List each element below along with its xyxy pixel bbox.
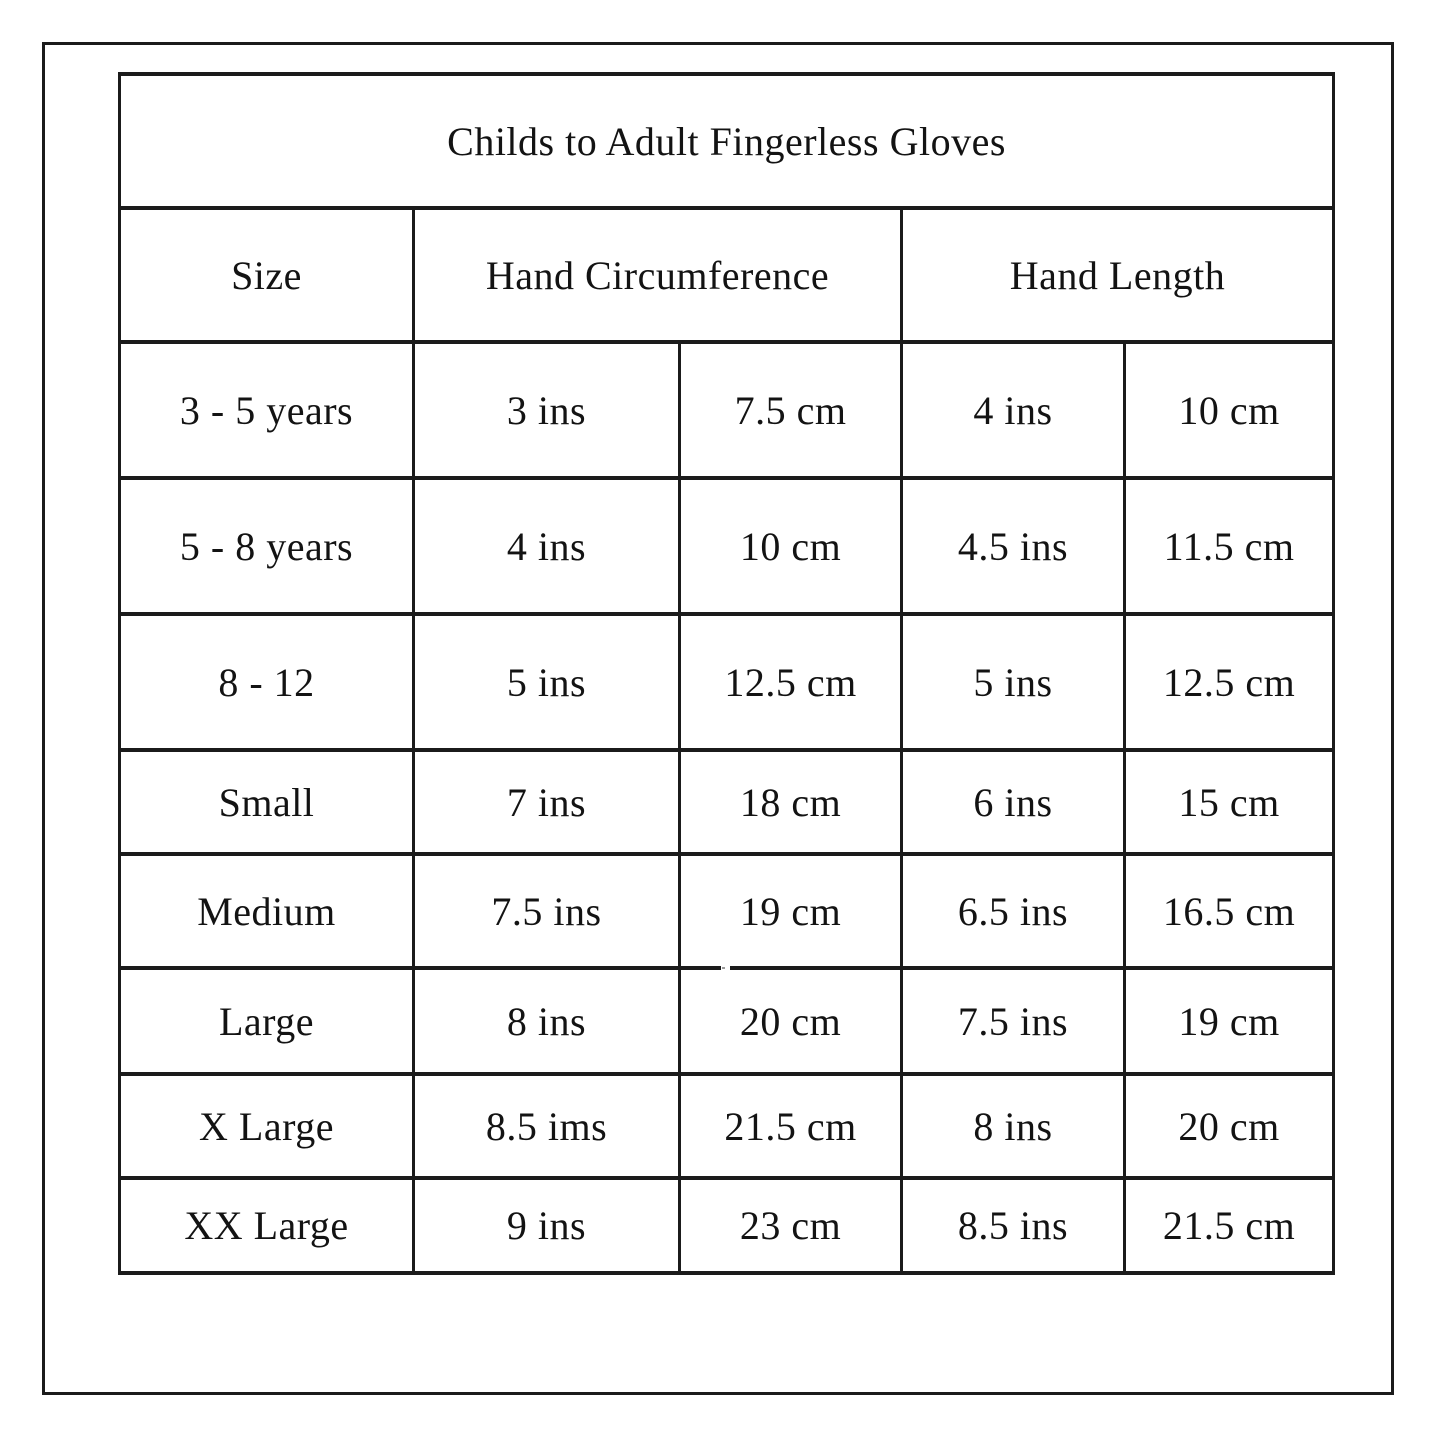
cell-size: Large bbox=[120, 968, 414, 1074]
cell-circumference-cm: 23 cm bbox=[680, 1178, 902, 1273]
cell-length-cm: 11.5 cm bbox=[1125, 478, 1334, 614]
cell-circumference-cm: 12.5 cm bbox=[680, 614, 902, 750]
table-row-xx-large bbox=[120, 1178, 1334, 1273]
table-row-small bbox=[120, 750, 1334, 854]
cell-circumference-cm: 20 cm bbox=[680, 968, 902, 1074]
cell-length-ins: 7.5 ins bbox=[902, 968, 1125, 1074]
cell-size: 5 - 8 years bbox=[120, 478, 414, 614]
border-gap-artifact bbox=[721, 964, 730, 973]
cell-length-ins: 6 ins bbox=[902, 750, 1125, 854]
cell-circumference-ins: 7 ins bbox=[414, 750, 680, 854]
table-row-5-8-years bbox=[120, 478, 1334, 614]
cell-size: Small bbox=[120, 750, 414, 854]
cell-length-cm: 19 cm bbox=[1125, 968, 1334, 1074]
table-row-3-5-years bbox=[120, 342, 1334, 478]
cell-length-ins: 6.5 ins bbox=[902, 854, 1125, 968]
cell-size: 8 - 12 bbox=[120, 614, 414, 750]
table-row-medium bbox=[120, 854, 1334, 968]
cell-length-cm: 21.5 cm bbox=[1125, 1178, 1334, 1273]
cell-length-ins: 8 ins bbox=[902, 1074, 1125, 1178]
cell-length-cm: 10 cm bbox=[1125, 342, 1334, 478]
cell-circumference-cm: 18 cm bbox=[680, 750, 902, 854]
size-chart-table bbox=[118, 72, 1335, 1275]
cell-circumference-ins: 4 ins bbox=[414, 478, 680, 614]
cell-length-cm: 12.5 cm bbox=[1125, 614, 1334, 750]
cell-length-cm: 20 cm bbox=[1125, 1074, 1334, 1178]
table-row-8-12 bbox=[120, 614, 1334, 750]
cell-length-ins: 8.5 ins bbox=[902, 1178, 1125, 1273]
cell-circumference-ins: 5 ins bbox=[414, 614, 680, 750]
column-header-hand-circumference: Hand Circumference bbox=[414, 208, 902, 342]
cell-circumference-cm: 21.5 cm bbox=[680, 1074, 902, 1178]
cell-length-ins: 4.5 ins bbox=[902, 478, 1125, 614]
cell-circumference-ins: 3 ins bbox=[414, 342, 680, 478]
cell-size: X Large bbox=[120, 1074, 414, 1178]
cell-length-cm: 16.5 cm bbox=[1125, 854, 1334, 968]
cell-size: Medium bbox=[120, 854, 414, 968]
cell-circumference-ins: 7.5 ins bbox=[414, 854, 680, 968]
cell-circumference-ins: 8.5 ims bbox=[414, 1074, 680, 1178]
column-header-size: Size bbox=[120, 208, 414, 342]
cell-size: 3 - 5 years bbox=[120, 342, 414, 478]
cell-circumference-ins: 8 ins bbox=[414, 968, 680, 1074]
column-header-hand-length: Hand Length bbox=[902, 208, 1334, 342]
chart-title: Childs to Adult Fingerless Gloves bbox=[120, 74, 1334, 208]
header-row bbox=[120, 208, 1334, 342]
title-row bbox=[120, 74, 1334, 208]
cell-length-cm: 15 cm bbox=[1125, 750, 1334, 854]
cell-length-ins: 5 ins bbox=[902, 614, 1125, 750]
cell-size: XX Large bbox=[120, 1178, 414, 1273]
table-row-large bbox=[120, 968, 1334, 1074]
cell-circumference-ins: 9 ins bbox=[414, 1178, 680, 1273]
cell-circumference-cm: 10 cm bbox=[680, 478, 902, 614]
cell-circumference-cm: 7.5 cm bbox=[680, 342, 902, 478]
table-row-x-large bbox=[120, 1074, 1334, 1178]
outer-frame bbox=[42, 42, 1394, 1395]
cell-length-ins: 4 ins bbox=[902, 342, 1125, 478]
cell-circumference-cm: 19 cm bbox=[680, 854, 902, 968]
